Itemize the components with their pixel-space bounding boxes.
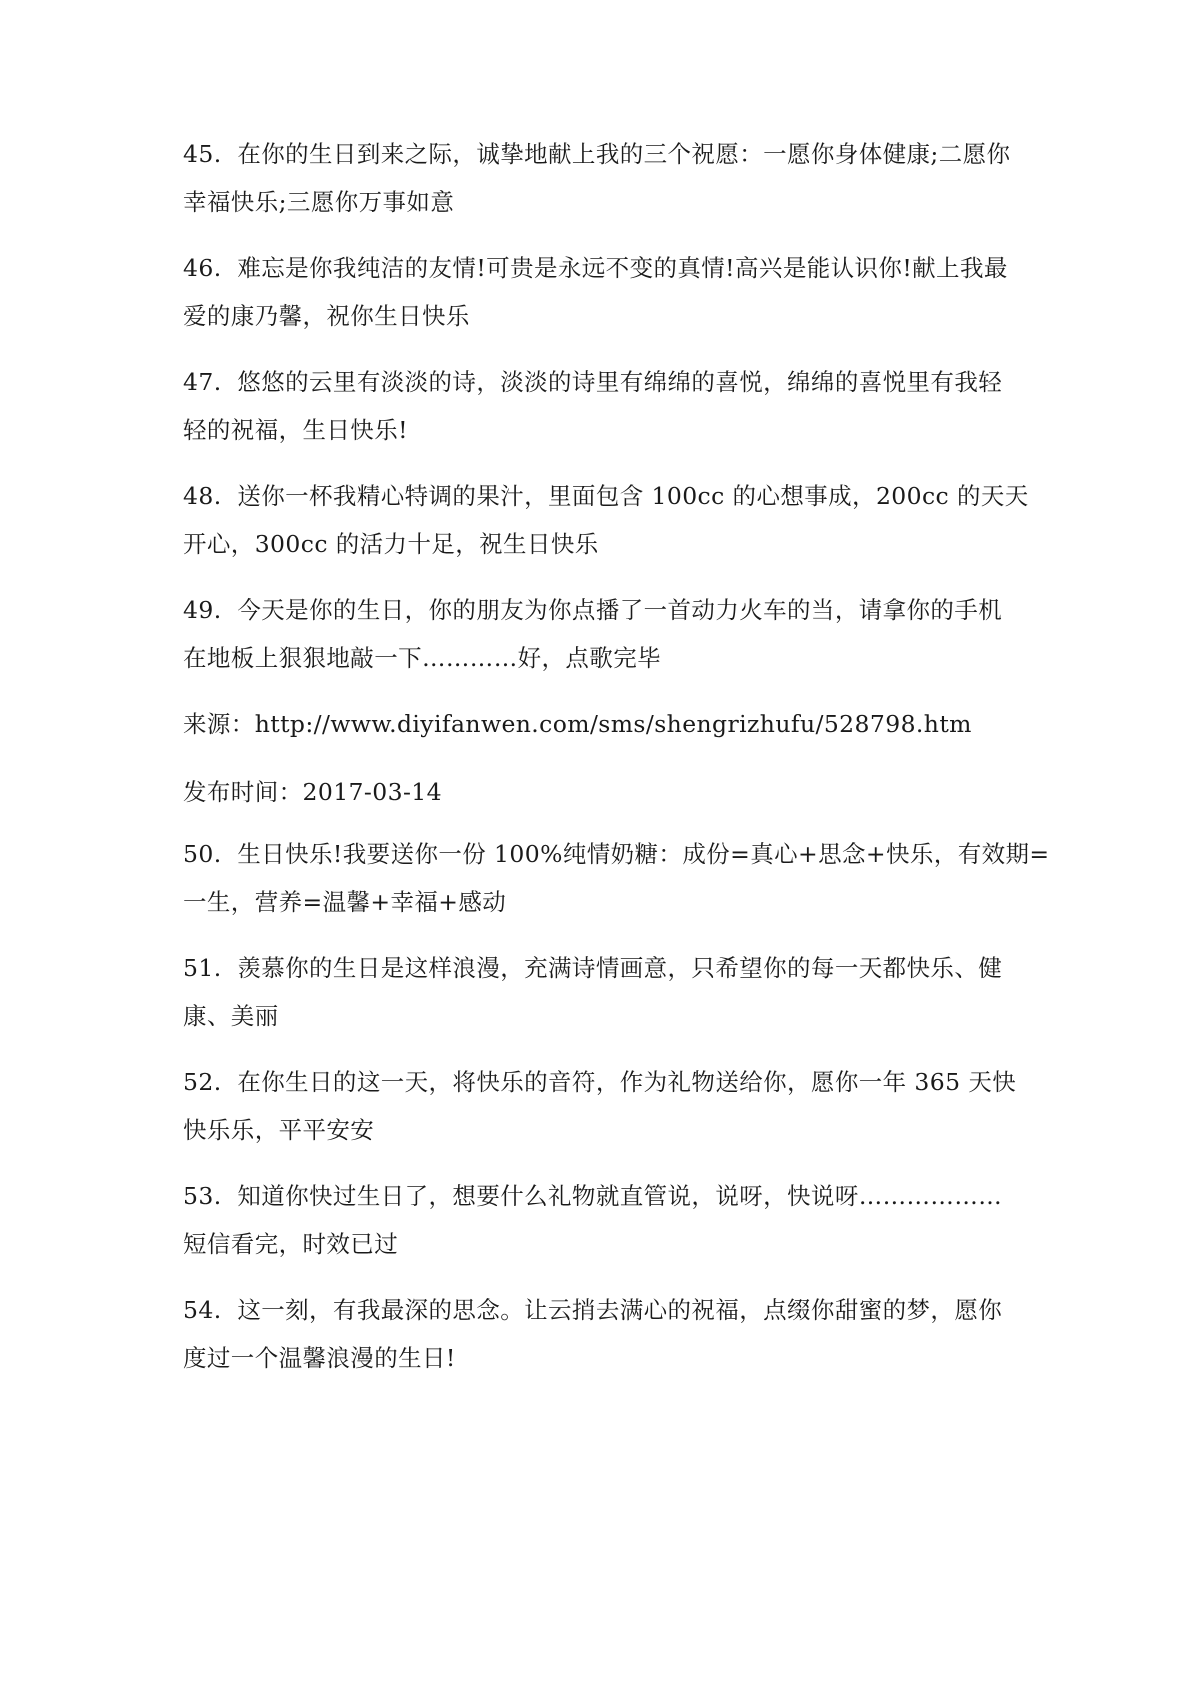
item-text: 难忘是你我纯洁的友情!可贵是永远不变的真情!高兴是能认识你!献上我最 [237,254,1008,282]
item-number: 46. [183,254,222,282]
item-text-continued: 爱的康乃馨，祝你生日快乐 [183,302,470,330]
item-number: 51. [183,954,222,982]
list-item [183,472,1029,568]
item-text: 在你的生日到来之际，诚挚地献上我的三个祝愿：一愿你身体健康;二愿你 [237,140,1011,168]
list-item [183,1172,1023,1268]
item-text-continued: 在地板上狠狠地敲一下…………好，点歌完毕 [183,644,661,672]
item-text: 这一刻，有我最深的思念。让云捎去满心的祝福，点缀你甜蜜的梦，愿你 [237,1296,1003,1324]
item-text-continued: 轻的祝福，生日快乐! [183,416,408,444]
item-number: 52. [183,1068,222,1096]
item-number: 50. [183,840,222,868]
publish-text: 发布时间：2017-03-14 [183,778,442,806]
item-text: 生日快乐!我要送你一份 100%纯情奶糖：成份=真心+思念+快乐，有效期= [237,840,1050,868]
item-text-continued: 幸福快乐;三愿你万事如意 [183,188,455,216]
list-item [183,244,1023,340]
item-text: 送你一杯我精心特调的果汁，里面包含 100cc 的心想事成，200cc 的天天 [237,482,1029,510]
item-text: 羡慕你的生日是这样浪漫，充满诗情画意，只希望你的每一天都快乐、健 [237,954,1003,982]
item-number: 47. [183,368,222,396]
item-number: 54. [183,1296,222,1324]
source-line [183,700,1023,748]
item-text-continued: 一生，营养=温馨+幸福+感动 [183,888,507,916]
item-text-continued: 短信看完，时效已过 [183,1230,399,1258]
publish-line [183,768,1023,816]
item-text: 今天是你的生日，你的朋友为你点播了一首动力火车的当，请拿你的手机 [237,596,1003,624]
list-item [183,1286,1023,1382]
item-text: 知道你快过生日了，想要什么礼物就直管说，说呀，快说呀……………… [237,1182,1003,1210]
item-number: 49. [183,596,222,624]
list-item [183,130,1023,226]
item-number: 45. [183,140,222,168]
item-text-continued: 度过一个温馨浪漫的生日! [183,1344,456,1372]
item-text: 在你生日的这一天，将快乐的音符，作为礼物送给你，愿你一年 365 天快 [237,1068,1017,1096]
list-item [183,830,1050,926]
source-text: 来源：http://www.diyifanwen.com/sms/shengrizhufu/528798.htm [183,710,972,738]
list-item [183,358,1023,454]
list-item [183,944,1023,1040]
item-number: 53. [183,1182,222,1210]
item-text-continued: 康、美丽 [183,1002,279,1030]
item-text: 悠悠的云里有淡淡的诗，淡淡的诗里有绵绵的喜悦，绵绵的喜悦里有我轻 [237,368,1003,396]
list-item [183,586,1023,682]
item-text-continued: 开心，300cc 的活力十足，祝生日快乐 [183,530,599,558]
item-number: 48. [183,482,222,510]
list-item [183,1058,1023,1154]
item-text-continued: 快乐乐，平平安安 [183,1116,375,1144]
